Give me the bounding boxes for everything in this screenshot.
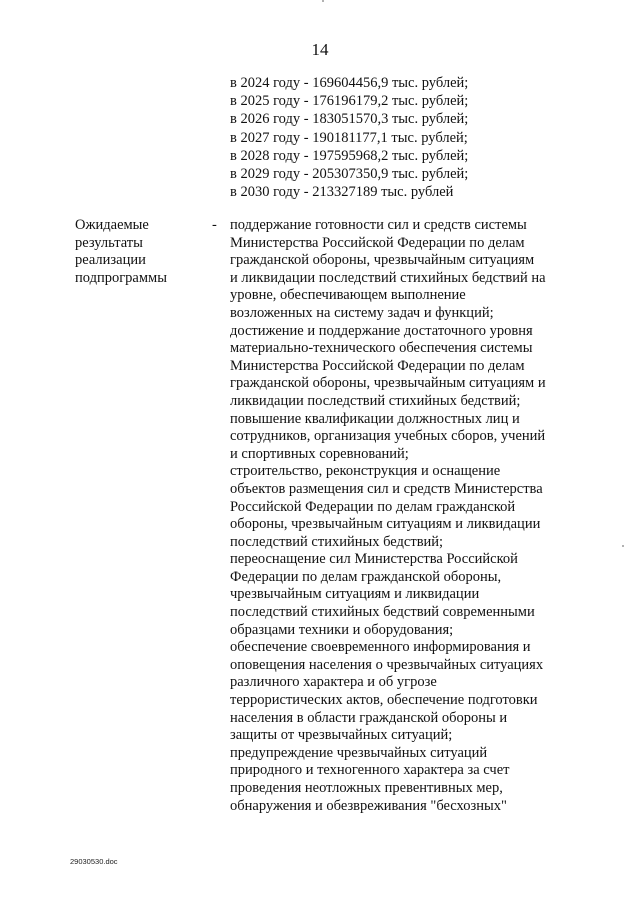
- results-line: обеспечение своевременного информирования и: [230, 639, 531, 656]
- results-line: населения в области гражданской обороны и: [230, 709, 508, 726]
- results-line: гражданской обороны, чрезвычайным ситуациям: [230, 252, 535, 269]
- expected-results-text: [230, 217, 570, 815]
- results-line: проведения неотложных превентивных мер,: [230, 780, 503, 796]
- results-line: Федерации по делам гражданской обороны,: [230, 568, 502, 585]
- label-line: результаты: [75, 234, 143, 251]
- results-line: и спортивных соревнований;: [230, 445, 409, 462]
- results-line: предупреждение чрезвычайных ситуаций: [230, 744, 488, 761]
- label-line: реализации: [75, 252, 146, 269]
- expected-results-label: [75, 217, 215, 287]
- results-line: Российской Федерации по делам гражданской: [230, 498, 516, 515]
- results-line: поддержание готовности сил и средств системы: [230, 217, 527, 233]
- results-line: сотрудников, организация учебных сборов, учений: [230, 428, 546, 445]
- results-line: последствий стихийных бедствий;: [230, 533, 444, 550]
- results-line: природного и техногенного характера за счет: [230, 762, 510, 779]
- results-line: оповещения населения о чрезвычайных ситуациях: [230, 656, 544, 673]
- label-dash: -: [212, 217, 217, 233]
- label-line: Ожидаемые: [75, 217, 149, 233]
- results-line: ликвидации последствий стихийных бедствий;: [230, 392, 521, 409]
- results-line: уровне, обеспечивающем выполнение: [230, 287, 466, 304]
- funding-line-2025: в 2025 году - 176196179,2 тыс. рублей;: [230, 93, 469, 110]
- results-line: защиты от чрезвычайных ситуаций;: [230, 727, 453, 744]
- funding-line-2030: в 2030 году - 213327189 тыс. рублей: [230, 184, 454, 201]
- results-line: террористических актов, обеспечение подготовки: [230, 692, 538, 709]
- results-line: возложенных на систему задач и функций;: [230, 304, 494, 321]
- funding-line-2026: в 2026 году - 183051570,3 тыс. рублей;: [230, 111, 469, 128]
- scan-speck-right: [622, 545, 624, 547]
- funding-by-year-list: [230, 74, 468, 201]
- label-line: подпрограммы: [75, 269, 167, 286]
- funding-line-2029: в 2029 году - 205307350,9 тыс. рублей;: [230, 166, 469, 183]
- results-line: переоснащение сил Министерства Российской: [230, 551, 518, 568]
- results-line: материально-технического обеспечения системы: [230, 340, 533, 357]
- results-line: обнаружения и обезвреживания "бесхозных": [230, 797, 507, 814]
- results-line: строительство, реконструкция и оснащение: [230, 463, 501, 480]
- funding-line-2028: в 2028 году - 197595968,2 тыс. рублей;: [230, 147, 469, 164]
- results-line: последствий стихийных бедствий современными: [230, 604, 535, 621]
- results-line: гражданской обороны, чрезвычайным ситуациям и: [230, 375, 546, 392]
- results-line: объектов размещения сил и средств Министерства: [230, 480, 543, 497]
- results-line: чрезвычайным ситуациям и ликвидации: [230, 586, 480, 603]
- funding-line-2027: в 2027 году - 190181177,1 тыс. рублей;: [230, 129, 468, 146]
- results-line: обороны, чрезвычайным ситуациям и ликвидации: [230, 516, 541, 533]
- results-line: повышение квалификации должностных лиц и: [230, 410, 520, 427]
- funding-line-2024: в 2024 году - 169604456,9 тыс. рублей;: [230, 75, 469, 91]
- scan-speck-top: [322, 0, 324, 2]
- results-line: различного характера и об угрозе: [230, 674, 437, 691]
- results-line: достижение и поддержание достаточного уровня: [230, 322, 533, 339]
- results-line: и ликвидации последствий стихийных бедствий на: [230, 269, 546, 286]
- page-number: 14: [311, 40, 329, 59]
- results-line: Министерства Российской Федерации по делам: [230, 357, 525, 374]
- results-line: образцами техники и оборудования;: [230, 621, 454, 638]
- results-line: Министерства Российской Федерации по делам: [230, 234, 525, 251]
- document-file-code: 29030530.doc: [70, 857, 118, 866]
